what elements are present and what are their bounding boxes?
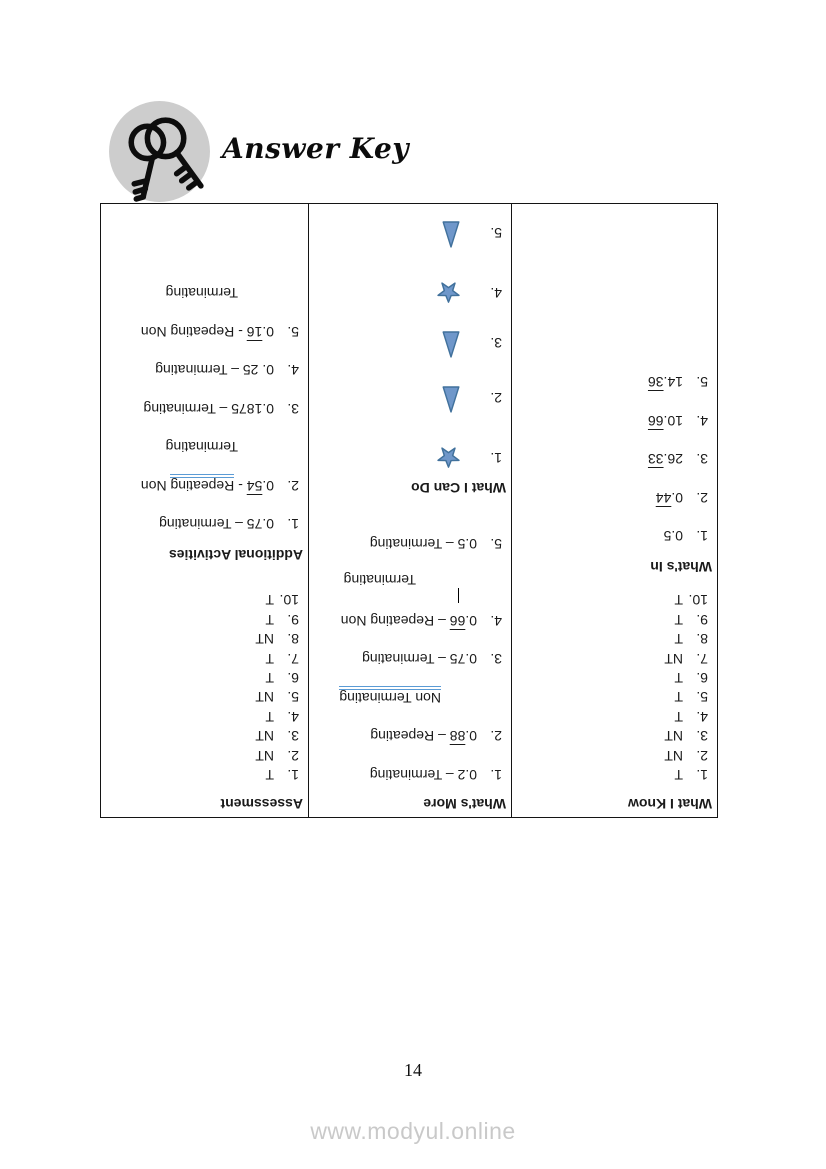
item-value: [664, 728, 683, 744]
item-value: [159, 516, 274, 532]
page-number: 14: [404, 1060, 422, 1080]
answer-row: [101, 686, 308, 705]
item-value: [648, 451, 683, 467]
answer-row: [309, 304, 511, 359]
answer-row: [512, 589, 717, 608]
star-icon: [437, 447, 460, 469]
text-segment: NT: [255, 728, 274, 745]
item-number: 4.: [287, 362, 299, 379]
item-number: 3.: [696, 728, 708, 745]
section-header: Additional Activities: [168, 547, 303, 564]
text-segment: 0.5 – Terminating: [369, 536, 477, 552]
answer-continuation: [309, 552, 459, 591]
text-segment: T: [265, 708, 274, 725]
item-value: [141, 324, 274, 340]
item-value: [648, 374, 683, 390]
text-segment: 0.: [262, 323, 274, 340]
answer-row: [101, 301, 308, 340]
item-value: [674, 767, 683, 783]
text-segment: T: [265, 611, 274, 628]
item-number: 4.: [490, 285, 502, 302]
star-icon: [437, 282, 460, 304]
item-value: [155, 362, 274, 378]
text-segment: T: [674, 670, 683, 687]
item-number: 2.: [696, 747, 708, 764]
item-number: 2.: [287, 747, 299, 764]
overline-digits: 36: [647, 374, 664, 391]
triangle-icon: [442, 387, 460, 414]
item-value: [648, 413, 683, 429]
item-number: 1.: [490, 767, 502, 783]
text-segment: Terminating: [343, 572, 416, 589]
item-number: 10.: [279, 592, 299, 609]
item-number: 5.: [490, 536, 502, 552]
triangle-icon: [442, 222, 460, 249]
answer-row: [309, 514, 511, 553]
answer-continuation: [101, 417, 238, 456]
text-segment: 26.: [663, 451, 683, 468]
answer-row: [309, 591, 511, 630]
text-segment: 0.: [465, 728, 477, 745]
item-number: 8.: [287, 631, 299, 648]
item-value: [674, 612, 683, 628]
watermark-text: www.modyul.online: [310, 1118, 516, 1144]
item-number: 3.: [490, 335, 502, 352]
item-value: [265, 767, 274, 783]
item-value: [265, 651, 274, 667]
text-segment: NT: [664, 747, 683, 764]
section-header: What's In: [650, 559, 712, 576]
item-number: 5.: [696, 374, 708, 391]
item-number: 9.: [696, 611, 708, 628]
answer-row: [512, 467, 717, 506]
text-segment: 0.2 – Terminating: [369, 767, 477, 783]
item-number: 5.: [287, 689, 299, 706]
keys-icon: [107, 99, 212, 209]
text-segment: 10.: [663, 412, 683, 429]
item-value: [674, 631, 683, 647]
item-value: [370, 536, 477, 552]
answer-row: [309, 629, 511, 668]
answer-row: [309, 706, 511, 745]
item-number: 1.: [696, 767, 708, 783]
text-segment: - Repeating Non: [140, 323, 247, 340]
text-segment: 0.5: [663, 528, 683, 545]
text-segment: 0.75 – Terminating: [362, 651, 477, 668]
item-number: 7.: [287, 650, 299, 667]
overline-digits: 44: [655, 489, 672, 506]
item-value: [265, 612, 274, 628]
item-number: 1.: [287, 767, 299, 783]
item-number: 3.: [287, 400, 299, 417]
item-number: 3.: [490, 651, 502, 668]
answer-row: [309, 414, 511, 469]
text-segment: 0.: [465, 613, 477, 629]
answer-row: [101, 494, 308, 533]
text-segment: 0.: [262, 477, 274, 494]
grammar-underlined-text: Non Terminating: [339, 686, 441, 706]
answer-row: [101, 340, 308, 379]
answer-row: [101, 705, 308, 724]
answer-row: [512, 667, 717, 686]
triangle-icon: [442, 332, 460, 359]
item-number: 5.: [287, 323, 299, 340]
text-segment: NT: [664, 650, 683, 667]
text-segment: Terminating: [165, 285, 238, 302]
item-number: 4.: [287, 708, 299, 725]
item-value: [664, 651, 683, 667]
answer-row: [512, 686, 717, 705]
table-column-2: [308, 204, 511, 817]
item-number: 1.: [696, 528, 708, 545]
item-number: 5.: [490, 225, 502, 242]
text-segment: 0.75 – Terminating: [159, 516, 274, 533]
item-number: 3.: [696, 451, 708, 468]
item-number: 6.: [696, 670, 708, 687]
text-segment: 0.1875 – Terminating: [143, 400, 274, 417]
answer-continuation: [101, 263, 238, 302]
item-number: 5.: [696, 689, 708, 706]
text-segment: NT: [664, 728, 683, 745]
text-segment: T: [265, 767, 274, 783]
answer-row: [101, 589, 308, 608]
text-segment: 14.: [663, 374, 683, 391]
section-header: What's More: [423, 796, 506, 812]
answer-row: [512, 608, 717, 627]
text-segment: T: [674, 592, 683, 609]
text-segment: T: [265, 670, 274, 687]
answer-row: [101, 725, 308, 744]
item-number: 4.: [696, 412, 708, 429]
text-segment: NT: [255, 747, 274, 764]
item-number: 2.: [490, 390, 502, 407]
answer-row: [101, 608, 308, 627]
item-value: [370, 767, 477, 783]
item-value: [362, 652, 477, 668]
answer-row: [101, 744, 308, 763]
answer-row: [512, 429, 717, 468]
answer-row: [512, 744, 717, 763]
item-value: [656, 490, 683, 506]
text-segment: T: [265, 650, 274, 667]
overline-digits: 54: [246, 477, 263, 494]
text-segment: Terminating: [165, 439, 238, 456]
item-value: [265, 670, 274, 686]
answer-row: [101, 764, 308, 783]
answer-row: [309, 204, 511, 249]
text-segment: Non: [140, 477, 171, 494]
text-segment: T: [674, 767, 683, 783]
item-number: 9.: [287, 611, 299, 628]
answer-row: [512, 506, 717, 545]
item-value: [674, 689, 683, 705]
table-column-3: [101, 204, 308, 817]
item-value: [141, 474, 274, 494]
answer-row: [512, 764, 717, 783]
text-segment: NT: [255, 631, 274, 648]
item-number: 3.: [287, 728, 299, 745]
item-number: 6.: [287, 670, 299, 687]
answer-row: [309, 359, 511, 414]
text-segment: T: [674, 708, 683, 725]
text-segment: 0.: [671, 489, 683, 506]
item-value: [664, 748, 683, 764]
section-header: What I Can Do: [411, 480, 506, 497]
item-number: 2.: [287, 477, 299, 494]
item-number: 2.: [696, 489, 708, 506]
item-value: [664, 528, 683, 544]
answer-row: [512, 705, 717, 724]
item-value: [255, 728, 274, 744]
section-header: What I Know: [628, 796, 712, 812]
page-title: Answer Key: [222, 132, 410, 165]
answer-row: [512, 628, 717, 647]
item-value: [674, 709, 683, 725]
answer-row: [101, 647, 308, 666]
text-segment: – Repeating Non: [340, 613, 450, 629]
item-value: [255, 631, 274, 647]
text-segment: -: [234, 477, 247, 494]
overline-digits: 16: [246, 323, 263, 340]
answer-row: [101, 667, 308, 686]
item-number: 4.: [490, 613, 502, 629]
answer-row: [512, 725, 717, 744]
answer-row: [101, 378, 308, 417]
answer-row: [101, 455, 308, 494]
answer-row: [512, 390, 717, 429]
caret-mark: [458, 589, 459, 604]
section-header: Assessment: [220, 796, 303, 812]
item-number: 7.: [696, 650, 708, 667]
text-segment: T: [265, 592, 274, 609]
text-segment: NT: [255, 689, 274, 706]
overline-digits: 33: [647, 451, 664, 468]
table-column-1: [511, 204, 717, 817]
item-number: 4.: [696, 708, 708, 725]
answer-row: [309, 249, 511, 304]
overline-digits: 66: [647, 412, 664, 429]
text-segment: T: [674, 611, 683, 628]
item-number: 2.: [490, 728, 502, 745]
item-number: 8.: [696, 631, 708, 648]
overline-digits: 66: [449, 613, 466, 629]
grammar-underlined-text: Repeating: [170, 474, 234, 494]
text-segment: T: [674, 631, 683, 648]
answer-continuation: [309, 668, 441, 707]
text-segment: T: [674, 689, 683, 706]
text-segment: – Repeating: [370, 728, 450, 745]
item-value: [370, 729, 477, 745]
overline-digits: 88: [449, 728, 466, 745]
item-value: [341, 613, 477, 629]
item-value: [144, 401, 275, 417]
text-segment: 0. 25 – Terminating: [155, 362, 274, 379]
item-value: [255, 748, 274, 764]
item-value: [674, 592, 683, 608]
item-number: 1.: [490, 450, 502, 467]
answer-row: [512, 352, 717, 391]
item-number: 10.: [688, 592, 708, 609]
item-value: [674, 670, 683, 686]
answer-row: [512, 647, 717, 666]
answer-row: [309, 745, 511, 784]
answer-table: [100, 203, 718, 818]
answer-row: [101, 628, 308, 647]
item-value: [265, 709, 274, 725]
item-value: [265, 592, 274, 608]
item-number: 1.: [287, 516, 299, 533]
item-value: [255, 689, 274, 705]
